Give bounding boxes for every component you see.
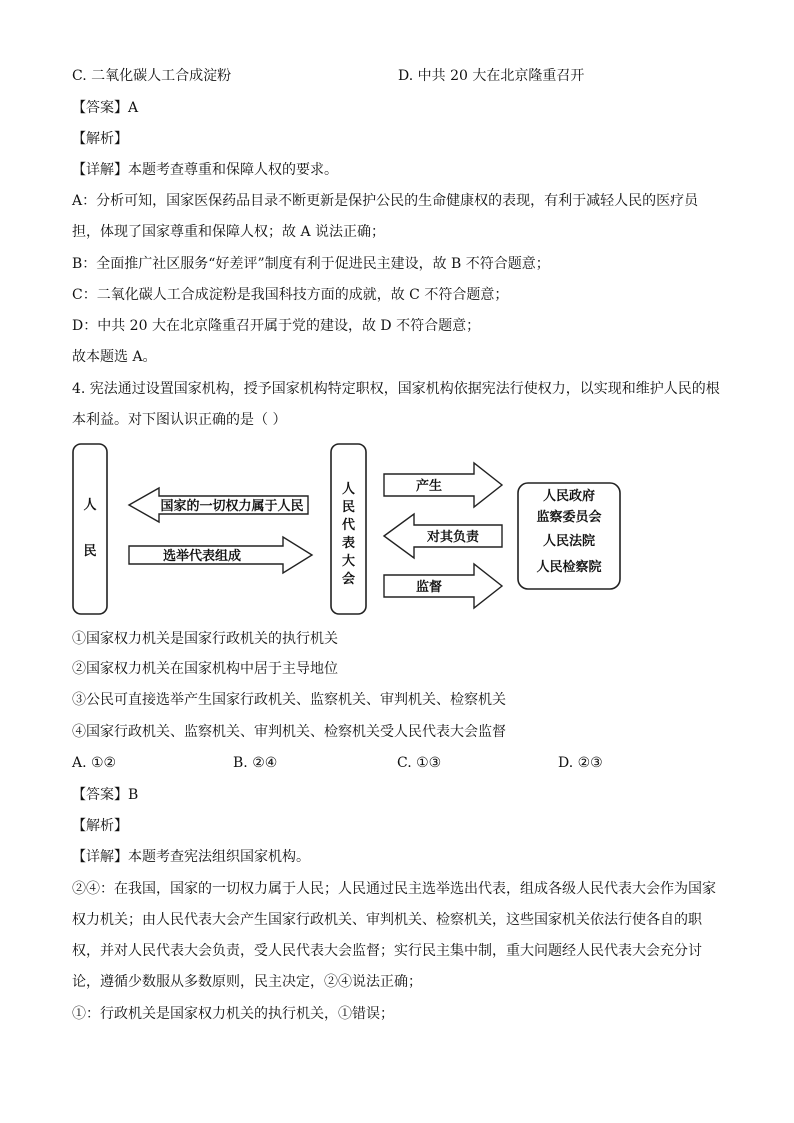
explanation-b: B：全面推广社区服务“好差评”制度有利于促进民主建设，故 B 不符合题意； [72, 256, 550, 272]
npc-char-1: 人 [341, 482, 356, 497]
npc-char-3: 代 [341, 518, 356, 533]
question-4-stem-line1: 4. 宪法通过设置国家机构，授予国家机构特定职权，国家机构依据宪法行使权力，以实现和维护人民的根 [72, 381, 720, 397]
arrow-responsible-label: 对其负责 [426, 530, 480, 545]
option-a: A. ①② [72, 755, 117, 771]
option-d: D. ②③ [558, 755, 603, 771]
explanation-line4: 论，遵循少数服从多数原则，民主决定，②④说法正确； [72, 974, 422, 990]
arrow-produce-label: 产生 [415, 479, 443, 494]
explanation-line5: ①：行政机关是国家权力机关的执行机关，①错误； [72, 1006, 394, 1022]
answer-label: 【答案】B [72, 787, 139, 803]
organ-procuratorate: 人民检察院 [536, 560, 602, 575]
explanation-a-line1: A：分析可知，国家医保药品目录不断更新是保护公民的生命健康权的表现，有利于减轻人民的医疗员 [72, 193, 699, 209]
npc-char-4: 表 [341, 536, 356, 551]
explanation-line2: 权力机关；由人民代表大会产生国家行政机关、审判机关、检察机关，这些国家机关依法行使各自的职 [72, 912, 702, 928]
option-d: D. 中共 20 大在北京隆重召开 [398, 68, 585, 84]
question-4-stem-line2: 本利益。对下图认识正确的是（ ） [72, 412, 287, 428]
analysis-label: 【解析】 [72, 131, 128, 147]
explanation-d: D：中共 20 大在北京隆重召开属于党的建设，故 D 不符合题意； [72, 318, 481, 334]
people-box [73, 444, 107, 614]
people-char-2: 民 [83, 544, 97, 559]
option-c: C. 二氧化碳人工合成淀粉 [72, 68, 232, 84]
people-char-1: 人 [83, 498, 97, 513]
statement-3: ③公民可直接选举产生国家行政机关、监察机关、审判机关、检察机关 [72, 692, 506, 708]
statement-4: ④国家行政机关、监察机关、审判机关、检察机关受人民代表大会监督 [72, 724, 506, 740]
answer-label: 【答案】A [72, 100, 139, 116]
organ-government: 人民政府 [542, 489, 596, 504]
explanation-c: C：二氧化碳人工合成淀粉是我国科技方面的成就，故 C 不符合题意； [72, 287, 509, 303]
organ-supervisory-commission: 监察委员会 [536, 510, 602, 525]
arrow-supervise [384, 564, 502, 608]
explanation-line1: ②④：在我国，国家的一切权力属于人民；人民通过民主选举选出代表，组成各级人民代表大会作为国家 [72, 881, 716, 897]
detail-heading: 【详解】本题考查宪法组织国家机构。 [72, 849, 310, 865]
state-structure-diagram [72, 441, 632, 621]
detail-heading: 【详解】本题考查尊重和保障人权的要求。 [72, 162, 338, 178]
analysis-label: 【解析】 [72, 818, 128, 834]
npc-char-5: 大 [341, 554, 356, 569]
arrow-to-npc-label: 选举代表组成 [162, 549, 242, 564]
npc-char-6: 会 [341, 572, 356, 587]
statement-1: ①国家权力机关是国家行政机关的执行机关 [72, 631, 338, 647]
option-b: B. ②④ [233, 755, 278, 771]
statement-2: ②国家权力机关在国家机构中居于主导地位 [72, 661, 338, 677]
explanation-line3: 权，并对人民代表大会负责，受人民代表大会监督；实行民主集中制，重大问题经人民代表大会充分讨 [72, 943, 702, 959]
arrow-to-people-label: 国家的一切权力属于人民 [160, 499, 304, 514]
arrow-supervise-label: 监督 [415, 580, 443, 595]
npc-char-2: 民 [341, 500, 356, 515]
option-c: C. ①③ [397, 755, 442, 771]
conclusion: 故本题选 A。 [72, 349, 157, 365]
explanation-a-line2: 担，体现了国家尊重和保障人权；故 A 说法正确； [72, 224, 386, 240]
organ-court: 人民法院 [542, 534, 596, 549]
arrow-produce [384, 463, 502, 507]
